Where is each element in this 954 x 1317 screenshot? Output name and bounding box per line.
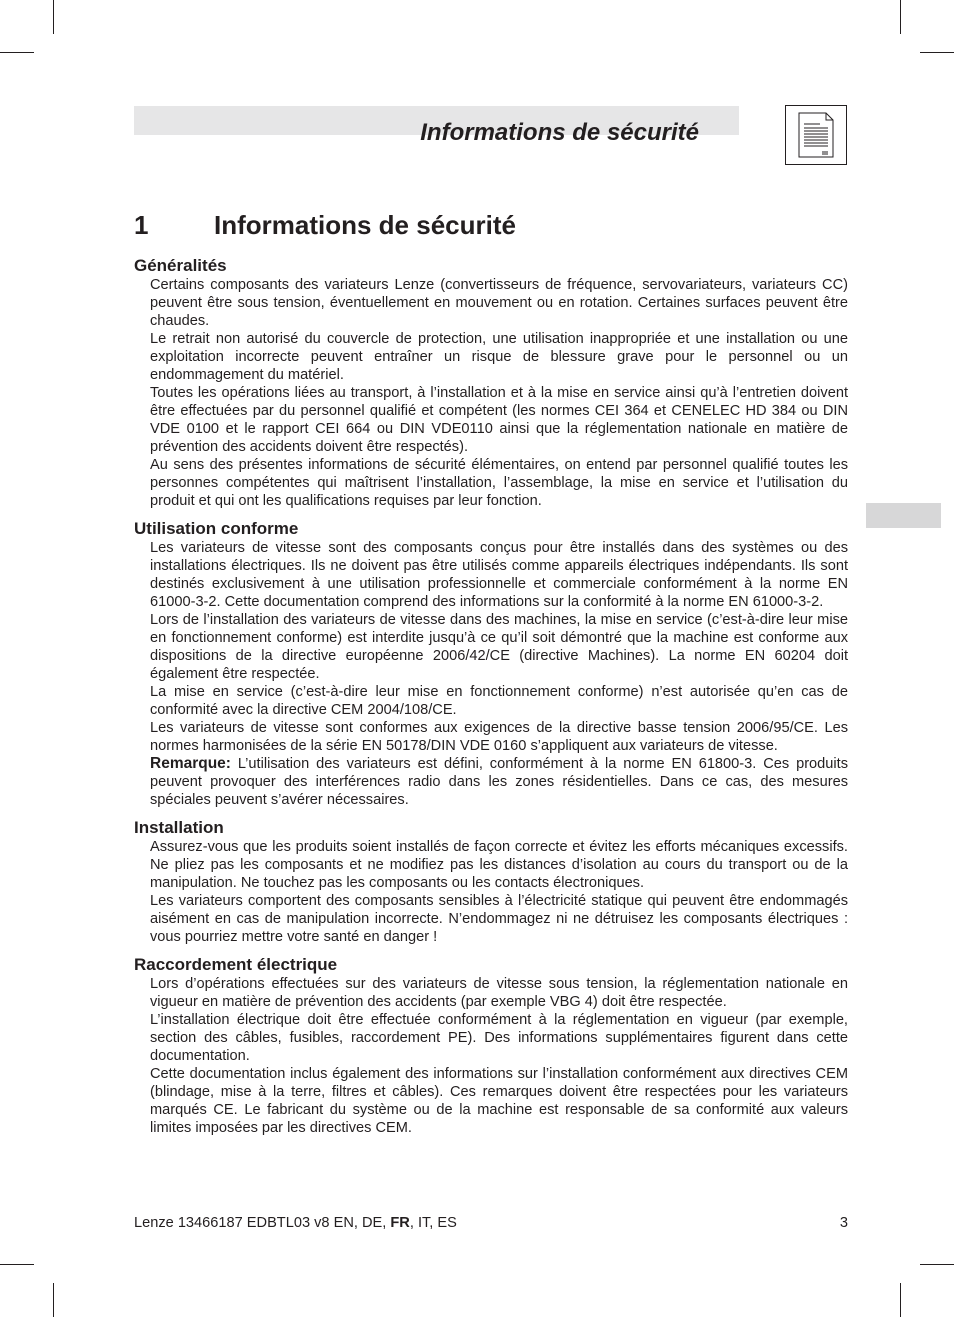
side-tab xyxy=(866,503,941,528)
section-installation xyxy=(134,817,848,946)
note-label: Remarque: xyxy=(150,755,231,772)
document-icon xyxy=(798,112,834,158)
paragraph: Lors de l’installation des variateurs de vitesse dans des machines, la mise en service (c’est-à-dire leur mise en fonctionnement conforme) est interdite jusqu’à ce qu’il soit démontré que la machine est conforme aux dispositions de la directive européenne 2006/42/CE (directive Machines). La norme EN 60204 doit également être respectée. xyxy=(150,612,848,682)
paragraph: L’installation électrique doit être effectuée conformément à la réglementation en vigueur (par exemple, section des câbles, fusibles, raccordement PE). Des informations supplémentaires figurent dans cette documentation. xyxy=(150,1012,848,1064)
crop-mark xyxy=(900,0,901,34)
paragraph: Lors d’opérations effectuées sur des variateurs de vitesse sous tension, la réglementation nationale en vigueur en matière de prévention des accidents (par exemple VBG 4) doit être respectée. xyxy=(150,976,848,1010)
header-title: Informations de sécurité xyxy=(420,119,699,146)
paragraph: Les variateurs de vitesse sont des composants conçus pour être installés dans des systèmes ou des installations électriques. Ils ne doivent pas être utilisés comme appareils électriques indépendants. Ils sont destinés exclusivement à une utilisation professionnelle et commerciale conformément à la norme EN 61000-3-2. Cette documentation comprend des informations sur la conformité à la norme EN 61000-3-2. xyxy=(150,540,848,610)
crop-mark xyxy=(900,1283,901,1317)
footer-doc-info xyxy=(134,1214,457,1232)
paragraph: Les variateurs comportent des composants sensibles à l’électricité statique qui peuvent être endommagés aisément en cas de manipulation incorrecte. N’endommagez ni ne détruisez les composants électriques : vous pourriez mettre votre santé en danger ! xyxy=(150,893,848,945)
crop-mark xyxy=(0,52,34,53)
document-body xyxy=(134,255,848,1145)
crop-mark xyxy=(53,0,54,34)
paragraph: Assurez-vous que les produits soient installés de façon correcte et évitez les efforts mécaniques excessifs. Ne pliez pas les composants et ne modifiez pas les distances d’isolation au cours du transport ou de la manipulation. Ne touchez pas les composants ou les contacts électroniques. xyxy=(150,839,848,891)
section-utilisation-conforme xyxy=(134,518,848,809)
crop-mark xyxy=(920,52,954,53)
note-text: L’utilisation des variateurs est défini, conformément à la norme EN 61800-3. Ces produits peuvent provoquer des interférences radio dans les zones résidentielles. Dans ce cas, des mesures spéciales peuvent s’avérer nécessaires. xyxy=(150,756,848,808)
section-heading: Utilisation conforme xyxy=(134,519,299,538)
paragraph: Toutes les opérations liées au transport, à l’installation et à la mise en service ainsi qu’à l’entretien doivent être effectuées par du personnel qualifié et compétent (les normes CEI 364 et CENELEC HD 384 ou DIN VDE 0100 et le rapport CEI 664 ou DIN VDE0110 ainsi que la réglementation nationale en matière de prévention des accidents doivent être respectés). xyxy=(150,385,848,455)
paragraph: La mise en service (c’est-à-dire leur mise en fonctionnement conforme) n’est autorisée qu’en cas de conformité avec la directive CEM 2004/108/CE. xyxy=(150,684,848,718)
chapter-number: 1 xyxy=(134,210,149,240)
section-heading: Installation xyxy=(134,818,224,837)
footer-current-language: FR xyxy=(390,1215,410,1231)
page-number: 3 xyxy=(839,1215,848,1231)
chapter-title: Informations de sécurité xyxy=(214,210,516,240)
paragraph: Le retrait non autorisé du couvercle de protection, une utilisation inappropriée et une installation ou une exploitation incorrecte peuvent entraîner un risque de blessure grave pour le personnel ou un endommagement du matériel. xyxy=(150,331,848,383)
footer-prefix: Lenze 13466187 EDBTL03 v8 EN, DE, xyxy=(134,1215,391,1231)
section-raccordement-electrique xyxy=(134,954,848,1137)
note-paragraph xyxy=(150,755,848,809)
document-icon-box xyxy=(785,105,847,165)
section-heading: Généralités xyxy=(134,256,227,275)
chapter-heading xyxy=(134,208,516,242)
paragraph: Certains composants des variateurs Lenze (convertisseurs de fréquence, servovariateurs, variateurs CC) peuvent être sous tension, éventuellement en mouvement ou en rotation. Certaines surfaces peuvent être chaudes. xyxy=(150,277,848,329)
paragraph: Cette documentation inclus également des informations sur l’installation conformément aux directives CEM (blindage, mise à la terre, filtres et câbles). Ces remarques doivent être respectées pour les variateurs marqués CE. Le fabricant du système ou de la machine est responsable de sa conformité aux valeurs limites imposées par les directives CEM. xyxy=(150,1066,848,1136)
crop-mark xyxy=(920,1264,954,1265)
section-heading: Raccordement électrique xyxy=(134,955,338,974)
paragraph: Au sens des présentes informations de sécurité élémentaires, on entend par personnel qualifié toutes les personnes compétentes qui maîtrisent l’installation, l’assemblage, la mise en service et l’utilisation du produit et qui ont les qualifications requises par leur fonction. xyxy=(150,457,848,509)
crop-mark xyxy=(0,1264,34,1265)
paragraph: Les variateurs de vitesse sont conformes aux exigences de la directive basse tension 2006/95/CE. Les normes harmonisées de la série EN 50178/DIN VDE 0160 s’appliquent aux variateurs de vitesse. xyxy=(150,720,848,754)
section-generalites xyxy=(134,255,848,510)
footer-suffix: , IT, ES xyxy=(409,1215,457,1231)
crop-mark xyxy=(53,1283,54,1317)
